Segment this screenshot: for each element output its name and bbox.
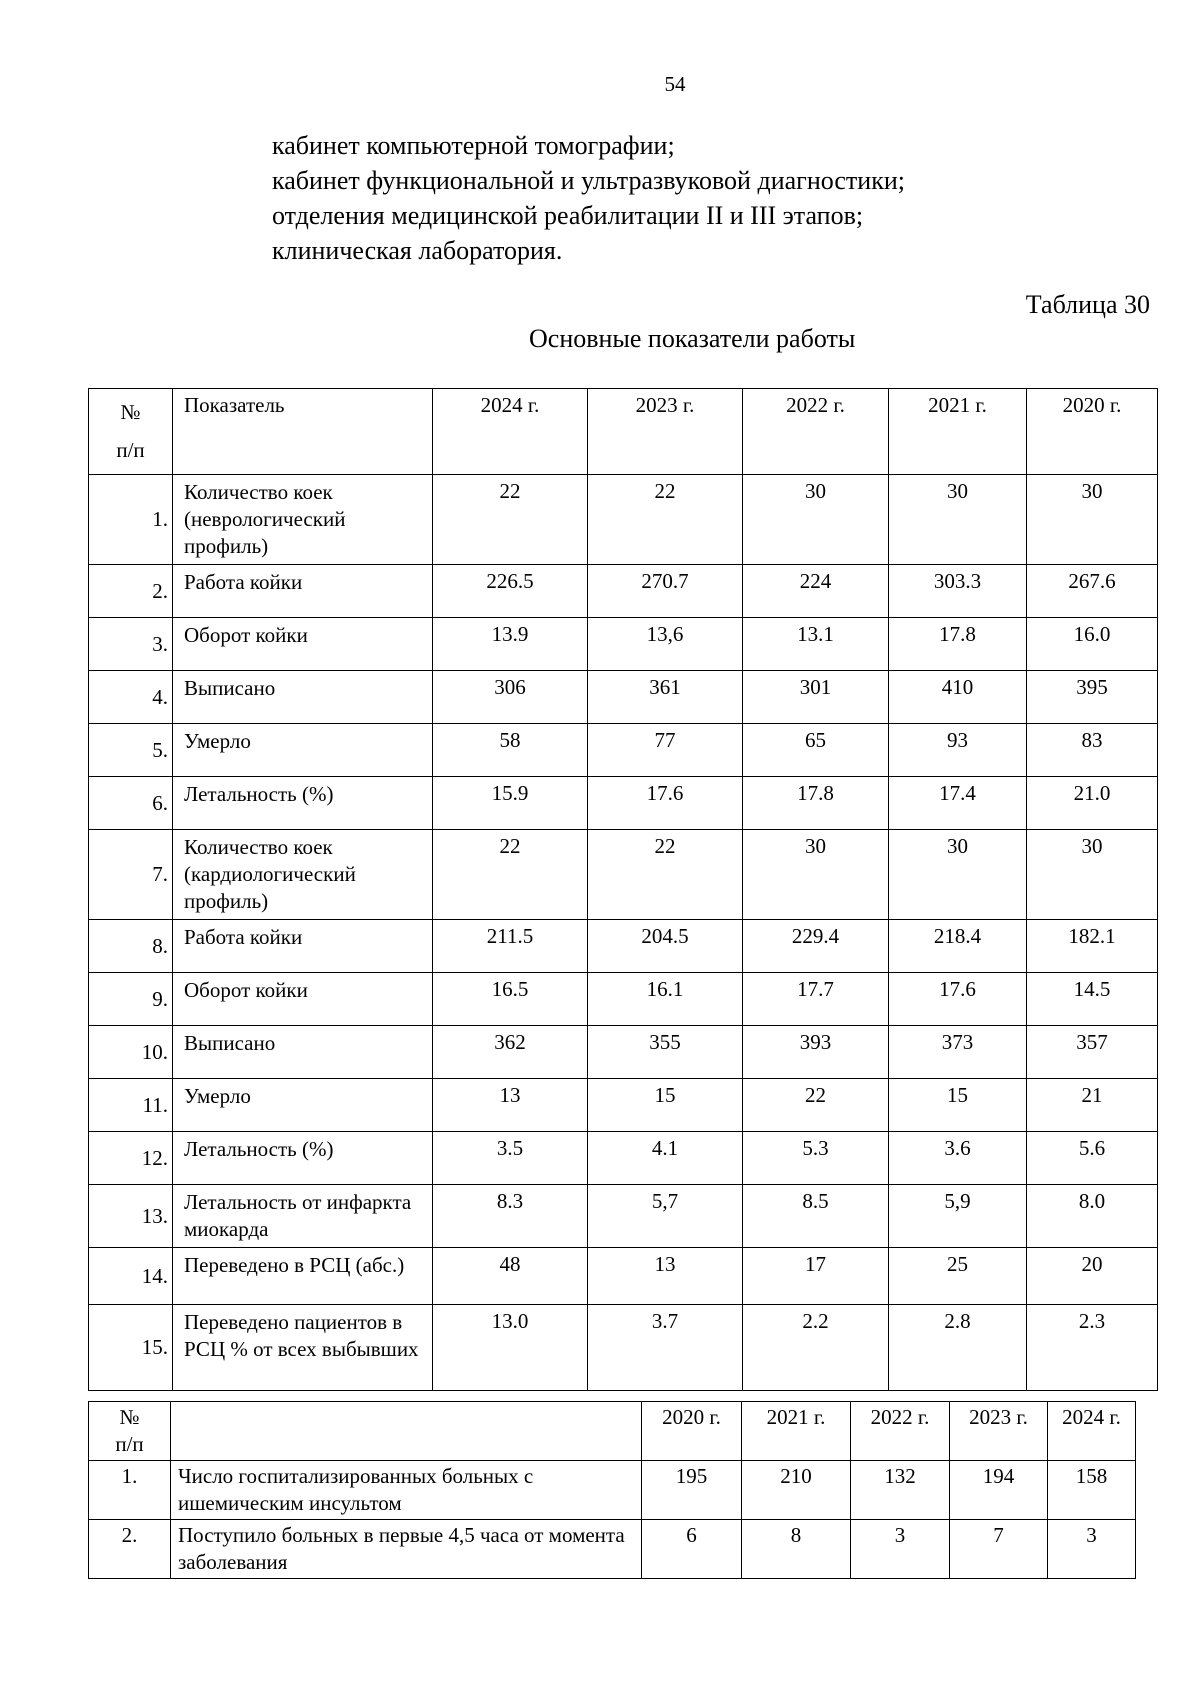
value-cell: 3: [1048, 1520, 1136, 1579]
value-cell: 132: [851, 1461, 950, 1520]
row-number: 10.: [89, 1026, 173, 1079]
value-cell: 22: [743, 1079, 889, 1132]
value-cell: 22: [433, 830, 588, 920]
header-cell-number: [89, 389, 173, 475]
value-cell: 13: [588, 1248, 743, 1305]
table-row: [89, 777, 1158, 830]
header-number-abbr: п/п: [115, 1432, 144, 1456]
value-cell: 30: [1027, 475, 1158, 565]
intro-text: [272, 128, 905, 268]
indicator-name: Поступило больных в первые 4,5 часа от момента заболевания: [171, 1520, 642, 1579]
indicator-name: Умерло: [173, 1079, 433, 1132]
indicator-name: Оборот койки: [173, 618, 433, 671]
value-cell: 158: [1048, 1461, 1136, 1520]
row-number: 8.: [89, 920, 173, 973]
value-cell: 30: [889, 830, 1027, 920]
value-cell: 77: [588, 724, 743, 777]
header-cell-year: 2021 г.: [742, 1402, 851, 1461]
value-cell: 30: [1027, 830, 1158, 920]
table-row: [89, 1026, 1158, 1079]
value-cell: 13.9: [433, 618, 588, 671]
header-number-symbol: №: [119, 1405, 140, 1429]
value-cell: 410: [889, 671, 1027, 724]
value-cell: 210: [742, 1461, 851, 1520]
value-cell: 3.5: [433, 1132, 588, 1185]
header-cell-year: 2022 г.: [851, 1402, 950, 1461]
value-cell: 25: [889, 1248, 1027, 1305]
value-cell: 30: [889, 475, 1027, 565]
value-cell: 211.5: [433, 920, 588, 973]
row-number: 5.: [89, 724, 173, 777]
page-number: 54: [664, 72, 686, 96]
value-cell: 8.0: [1027, 1185, 1158, 1248]
value-cell: 13,6: [588, 618, 743, 671]
value-cell: 373: [889, 1026, 1027, 1079]
row-number: 2.: [89, 565, 173, 618]
table-row: [89, 565, 1158, 618]
value-cell: 267.6: [1027, 565, 1158, 618]
header-cell-year: 2023 г.: [588, 389, 743, 475]
table-row: [89, 973, 1158, 1026]
header-cell-year: 2022 г.: [743, 389, 889, 475]
table-header-row: [89, 389, 1158, 475]
value-cell: 6: [642, 1520, 742, 1579]
value-cell: 362: [433, 1026, 588, 1079]
value-cell: 15.9: [433, 777, 588, 830]
value-cell: 16.0: [1027, 618, 1158, 671]
indicator-name: Летальность (%): [173, 777, 433, 830]
table-row: [89, 920, 1158, 973]
value-cell: 15: [889, 1079, 1027, 1132]
value-cell: 395: [1027, 671, 1158, 724]
value-cell: 224: [743, 565, 889, 618]
value-cell: 355: [588, 1026, 743, 1079]
value-cell: 16.1: [588, 973, 743, 1026]
header-cell-indicator: [171, 1402, 642, 1461]
value-cell: 204.5: [588, 920, 743, 973]
value-cell: 3: [851, 1520, 950, 1579]
row-number: 3.: [89, 618, 173, 671]
value-cell: 30: [743, 475, 889, 565]
value-cell: 270.7: [588, 565, 743, 618]
table-row: [89, 1461, 1136, 1520]
value-cell: 7: [950, 1520, 1048, 1579]
header-cell-indicator: Показатель: [173, 389, 433, 475]
indicator-name: Выписано: [173, 1026, 433, 1079]
value-cell: 5.3: [743, 1132, 889, 1185]
value-cell: 21: [1027, 1079, 1158, 1132]
value-cell: 17.8: [743, 777, 889, 830]
value-cell: 48: [433, 1248, 588, 1305]
indicator-name: Число госпитализированных больных с ишемическим инсультом: [171, 1461, 642, 1520]
row-number: 7.: [89, 830, 173, 920]
value-cell: 58: [433, 724, 588, 777]
table-row: [89, 724, 1158, 777]
value-cell: 5,7: [588, 1185, 743, 1248]
indicators-table: [88, 388, 1158, 1391]
indicator-name: Количество коек (неврологический профиль): [173, 475, 433, 565]
value-cell: 83: [1027, 724, 1158, 777]
table-row: [89, 475, 1158, 565]
value-cell: 226.5: [433, 565, 588, 618]
table-row: [89, 1520, 1136, 1579]
table-row: [89, 830, 1158, 920]
header-cell-year: 2023 г.: [950, 1402, 1048, 1461]
stroke-table: [88, 1401, 1136, 1579]
header-number-abbr: п/п: [116, 438, 145, 462]
row-number: 15.: [89, 1305, 173, 1391]
value-cell: 17: [743, 1248, 889, 1305]
table-title: Основные показатели работы: [529, 324, 856, 353]
value-cell: 229.4: [743, 920, 889, 973]
intro-line: кабинет функциональной и ультразвуковой диагностики;: [272, 166, 905, 195]
row-number: 6.: [89, 777, 173, 830]
value-cell: 306: [433, 671, 588, 724]
row-number: 1.: [89, 475, 173, 565]
indicator-name: Летальность (%): [173, 1132, 433, 1185]
value-cell: 17.7: [743, 973, 889, 1026]
value-cell: 13: [433, 1079, 588, 1132]
indicator-name: Умерло: [173, 724, 433, 777]
header-cell-number: [89, 1402, 171, 1461]
value-cell: 15: [588, 1079, 743, 1132]
value-cell: 393: [743, 1026, 889, 1079]
value-cell: 301: [743, 671, 889, 724]
table-row: [89, 1248, 1158, 1305]
indicator-name: Оборот койки: [173, 973, 433, 1026]
intro-line: клиническая лаборатория.: [272, 236, 563, 265]
value-cell: 5.6: [1027, 1132, 1158, 1185]
value-cell: 21.0: [1027, 777, 1158, 830]
value-cell: 5,9: [889, 1185, 1027, 1248]
value-cell: 22: [588, 475, 743, 565]
indicator-name: Количество коек (кардиологический профиль): [173, 830, 433, 920]
value-cell: 303.3: [889, 565, 1027, 618]
value-cell: 195: [642, 1461, 742, 1520]
table-row: [89, 1305, 1158, 1391]
value-cell: 361: [588, 671, 743, 724]
value-cell: 65: [743, 724, 889, 777]
indicator-name: Работа койки: [173, 920, 433, 973]
row-number: 13.: [89, 1185, 173, 1248]
value-cell: 2.8: [889, 1305, 1027, 1391]
row-number: 12.: [89, 1132, 173, 1185]
value-cell: 22: [433, 475, 588, 565]
table-row: [89, 1132, 1158, 1185]
table-row: [89, 671, 1158, 724]
table-label: Таблица 30: [1025, 290, 1150, 319]
value-cell: 30: [743, 830, 889, 920]
row-number: 2.: [89, 1520, 171, 1579]
indicator-name: Переведено пациентов в РСЦ % от всех выбывших: [173, 1305, 433, 1391]
intro-line: кабинет компьютерной томографии;: [272, 131, 675, 160]
indicator-name: Переведено в РСЦ (абс.): [173, 1248, 433, 1305]
value-cell: 4.1: [588, 1132, 743, 1185]
table-header-row: [89, 1402, 1136, 1461]
header-cell-year: 2020 г.: [1027, 389, 1158, 475]
value-cell: 17.6: [588, 777, 743, 830]
row-number: 9.: [89, 973, 173, 1026]
row-number: 14.: [89, 1248, 173, 1305]
indicator-name: Летальность от инфаркта миокарда: [173, 1185, 433, 1248]
row-number: 4.: [89, 671, 173, 724]
value-cell: 13.0: [433, 1305, 588, 1391]
value-cell: 22: [588, 830, 743, 920]
value-cell: 182.1: [1027, 920, 1158, 973]
value-cell: 20: [1027, 1248, 1158, 1305]
value-cell: 194: [950, 1461, 1048, 1520]
value-cell: 93: [889, 724, 1027, 777]
row-number: 11.: [89, 1079, 173, 1132]
intro-line: отделения медицинской реабилитации II и III этапов;: [272, 201, 864, 230]
value-cell: 357: [1027, 1026, 1158, 1079]
value-cell: 3.6: [889, 1132, 1027, 1185]
table-row: [89, 1185, 1158, 1248]
header-cell-year: 2024 г.: [433, 389, 588, 475]
value-cell: 14.5: [1027, 973, 1158, 1026]
value-cell: 218.4: [889, 920, 1027, 973]
table-row: [89, 618, 1158, 671]
value-cell: 8.3: [433, 1185, 588, 1248]
indicator-name: Работа койки: [173, 565, 433, 618]
indicator-name: Выписано: [173, 671, 433, 724]
header-cell-year: 2020 г.: [642, 1402, 742, 1461]
value-cell: 17.8: [889, 618, 1027, 671]
header-number-symbol: №: [120, 400, 141, 424]
row-number: 1.: [89, 1461, 171, 1520]
value-cell: 13.1: [743, 618, 889, 671]
value-cell: 8.5: [743, 1185, 889, 1248]
value-cell: 17.6: [889, 973, 1027, 1026]
table-row: [89, 1079, 1158, 1132]
value-cell: 8: [742, 1520, 851, 1579]
value-cell: 17.4: [889, 777, 1027, 830]
value-cell: 3.7: [588, 1305, 743, 1391]
header-cell-year: 2024 г.: [1048, 1402, 1136, 1461]
value-cell: 2.2: [743, 1305, 889, 1391]
value-cell: 16.5: [433, 973, 588, 1026]
header-cell-year: 2021 г.: [889, 389, 1027, 475]
value-cell: 2.3: [1027, 1305, 1158, 1391]
